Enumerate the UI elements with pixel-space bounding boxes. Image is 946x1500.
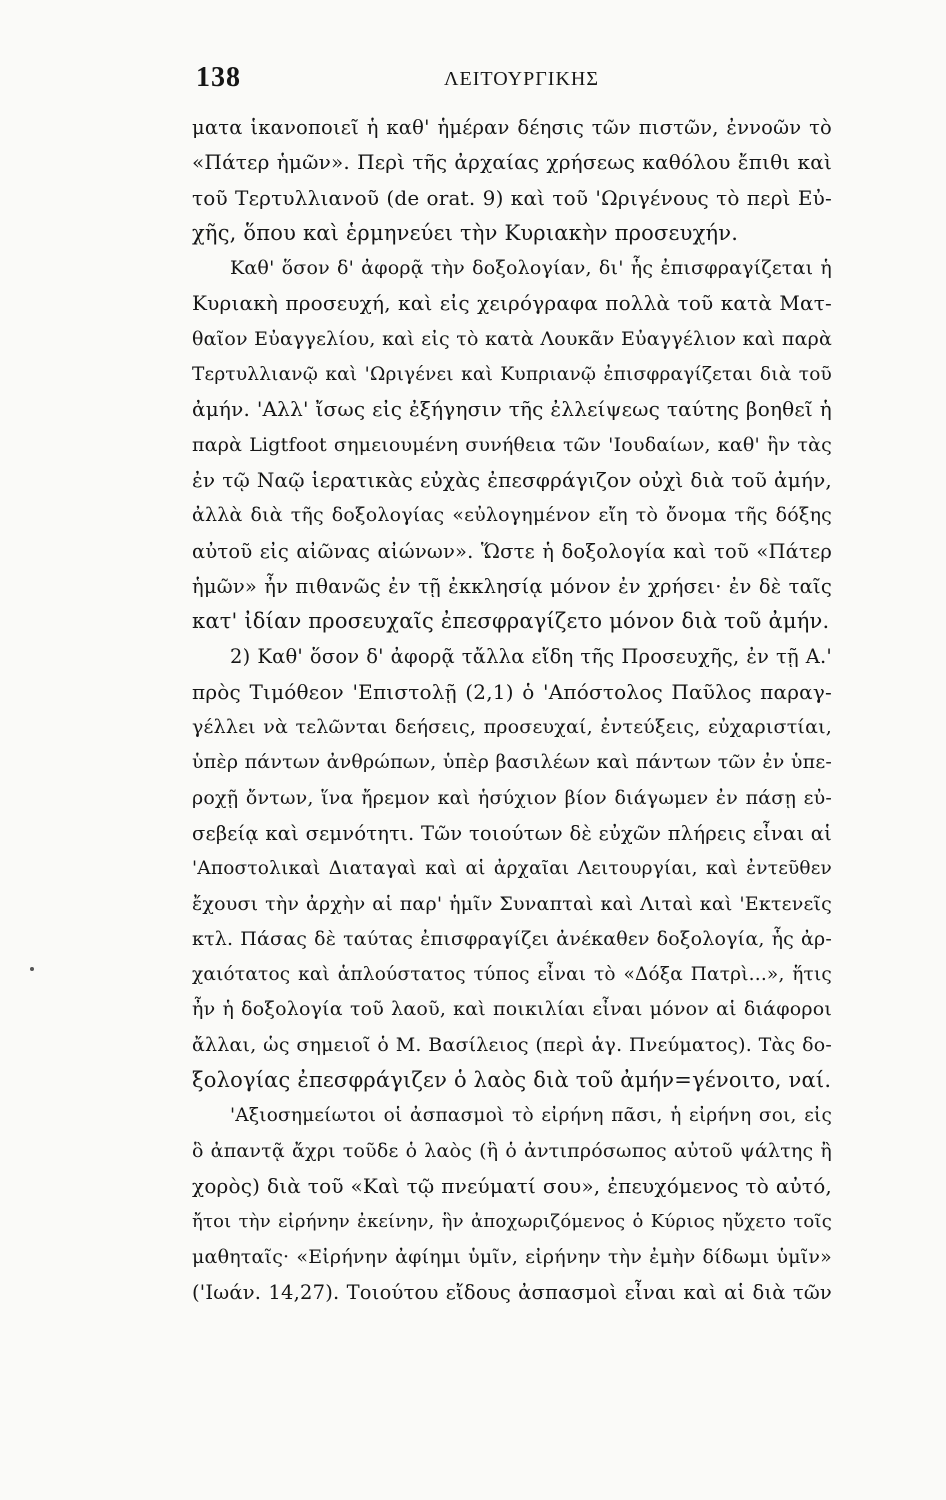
body-text — [192, 110, 832, 1310]
text-line: αὐτοῦ εἰς αἰῶνας αἰώνων». Ὥστε ἡ δοξολογία καὶ τοῦ «Πάτερ — [192, 539, 832, 563]
text-line: χαιότατος καὶ ἁπλούστατος τύπος εἶναι τὸ «Δόξα Πατρὶ...», ἥτις — [192, 964, 832, 986]
text-line: Τερτυλλιανῷ καὶ 'Ωριγένει καὶ Κυπριανῷ ἐπισφραγίζεται διὰ τοῦ — [192, 364, 832, 386]
text-line: ἔχουσι τὴν ἀρχὴν αἱ παρ' ἡμῖν Συναπταὶ καὶ Λιταὶ καὶ 'Εκτενεῖς — [192, 892, 832, 915]
text-line: παρὰ Ligtfoot σημειουμένη συνήθεια τῶν 'Ιουδαίων, καθ' ἣν τὰς — [192, 433, 832, 456]
text-line: κατ' ἰδίαν προσευχαῖς ἐπεσφραγίζετο μόνον διὰ τοῦ ἀμήν. — [192, 609, 830, 634]
text-line: 'Αποστολικαὶ Διαταγαὶ καὶ αἱ ἀρχαῖαι Λειτουργίαι, καὶ ἐντεῦθεν — [192, 858, 832, 880]
text-line: 'Αξιοσημείωτοι οἱ ἀσπασμοὶ τὸ εἰρήνη πᾶσι, ἡ εἰρήνη σοι, εἰς — [230, 1105, 832, 1127]
text-line: ('Ιωάν. 14,27). Τοιούτου εἴδους ἀσπασμοὶ εἶναι καὶ αἱ διὰ τῶν — [192, 1280, 832, 1304]
page-header — [196, 62, 836, 102]
text-line: χῆς, ὅπου καὶ ἑρμηνεύει τὴν Κυριακὴν προσευχήν. — [192, 220, 739, 245]
text-line: ἄλλαι, ὡς σημειοῖ ὁ Μ. Βασίλειος (περὶ ἁγ. Πνεύματος). Τὰς δο- — [192, 1033, 832, 1056]
text-line: σεβείᾳ καὶ σεμνότητι. Τῶν τοιούτων δὲ εὐχῶν πλήρεις εἶναι αἱ — [192, 821, 832, 845]
text-line: ἐν τῷ Ναῷ ἱερατικὰς εὐχὰς ἐπεσφράγιζον οὐχὶ διὰ τοῦ ἀμήν, — [192, 467, 832, 492]
text-line: ξολογίας ἐπεσφράγιζεν ὁ λαὸς διὰ τοῦ ἀμήν=γένοιτο, ναί. — [192, 1068, 832, 1093]
text-line: ἦν ἡ δοξολογία τοῦ λαοῦ, καὶ ποικιλίαι εἶναι μόνον αἱ διάφοροι — [192, 998, 832, 1021]
text-line: ὃ ἀπαντᾷ ἄχρι τοῦδε ὁ λαὸς (ἢ ὁ ἀντιπρόσωπος αὐτοῦ ψάλτης ἢ — [192, 1139, 832, 1162]
text-line: θαῖον Εὐαγγελίου, καὶ εἰς τὸ κατὰ Λουκᾶν Εὐαγγέλιον καὶ παρὰ — [192, 327, 832, 350]
page-number: 138 — [196, 62, 241, 93]
text-line: χορὸς) διὰ τοῦ «Καὶ τῷ πνεύματί σου», ἐπευχόμενος τὸ αὐτό, — [192, 1173, 832, 1198]
text-line: ματα ἱκανοποιεῖ ἡ καθ' ἡμέραν δέησις τῶν πιστῶν, ἐννοῶν τὸ — [192, 116, 832, 139]
text-line: γέλλει νὰ τελῶνται δεήσεις, προσευχαί, ἐντεύξεις, εὐχαριστίαι, — [192, 716, 832, 739]
running-head: ΛΕΙΤΟΥΡΓΙΚΗΣ — [444, 68, 599, 90]
text-line: «Πάτερ ἡμῶν». Περὶ τῆς ἀρχαίας χρήσεως καθόλου ἔπιθι καὶ — [192, 150, 832, 175]
text-line: μαθηταῖς· «Εἰρήνην ἀφίημι ὑμῖν, εἰρήνην τὴν ἐμὴν δίδωμι ὑμῖν» — [192, 1245, 832, 1268]
margin-mark — [30, 967, 34, 971]
text-line: ἀμήν. 'Αλλ' ἴσως εἰς ἐξήγησιν τῆς ἐλλείψεως ταύτης βοηθεῖ ἡ — [192, 397, 832, 422]
text-line: πρὸς Τιμόθεον 'Επιστολῇ (2,1) ὁ 'Απόστολος Παῦλος παραγ- — [192, 679, 832, 704]
text-line: ἀλλὰ διὰ τῆς δοξολογίας «εὐλογημένον εἴη τὸ ὄνομα τῆς δόξης — [192, 504, 832, 527]
text-line: ἤτοι τὴν εἰρήνην ἐκείνην, ἣν ἀποχωριζόμενος ὁ Κύριος ηὔχετο τοῖς — [192, 1211, 832, 1233]
text-line: Κυριακὴ προσευχή, καὶ εἰς χειρόγραφα πολλὰ τοῦ κατὰ Ματ- — [192, 291, 832, 316]
text-line: ροχῇ ὄντων, ἵνα ἤρεμον καὶ ἡσύχιον βίον διάγωμεν ἐν πάσῃ εὐ- — [192, 786, 832, 809]
text-line: Καθ' ὅσον δ' ἀφορᾷ τὴν δοξολογίαν, δι' ἧς ἐπισφραγίζεται ἡ — [230, 257, 832, 280]
text-line: τοῦ Τερτυλλιανοῦ (de orat. 9) καὶ τοῦ 'Ωριγένους τὸ περὶ Εὐ- — [192, 185, 832, 210]
text-line: ἡμῶν» ἦν πιθανῶς ἐν τῇ ἐκκλησίᾳ μόνον ἐν χρήσει· ἐν δὲ ταῖς — [192, 574, 832, 598]
text-line: 2) Καθ' ὅσον δ' ἀφορᾷ τἄλλα εἴδη τῆς Προσευχῆς, ἐν τῇ Α.' — [230, 645, 832, 669]
text-line: κτλ. Πάσας δὲ ταύτας ἐπισφραγίζει ἀνέκαθεν δοξολογία, ἧς ἀρ- — [192, 927, 832, 950]
text-line: ὑπὲρ πάντων ἀνθρώπων, ὑπὲρ βασιλέων καὶ πάντων τῶν ἐν ὑπε- — [192, 751, 832, 774]
